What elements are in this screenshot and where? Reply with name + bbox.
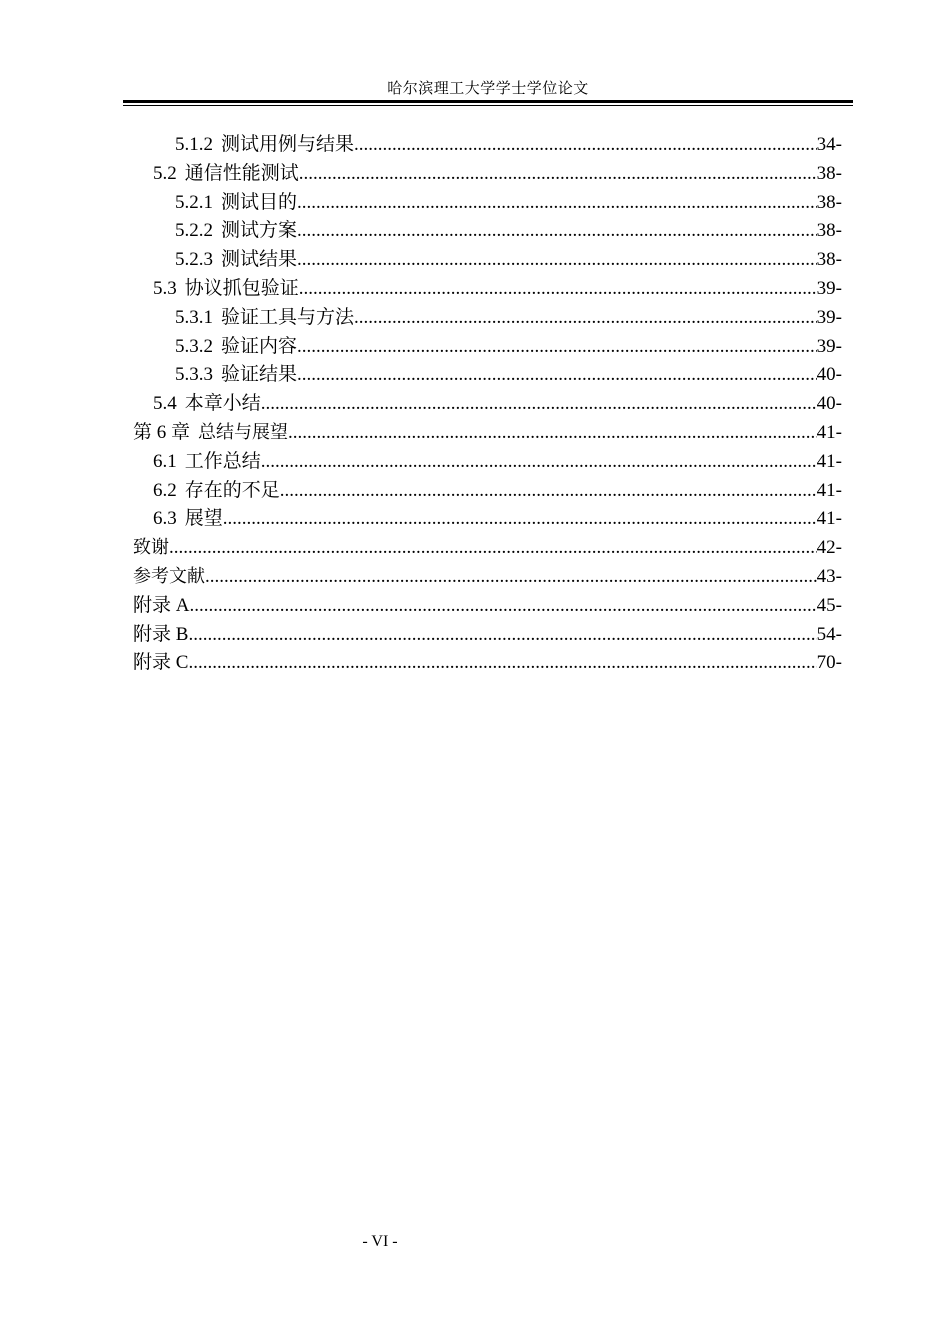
toc-entry[interactable] bbox=[133, 131, 842, 160]
toc-entry-title: 工作总结 bbox=[184, 450, 261, 472]
toc-leader-dots bbox=[288, 419, 817, 448]
toc-entry-number: 5.2.1 bbox=[175, 191, 213, 213]
toc-entry-appendix[interactable] bbox=[133, 621, 842, 650]
toc-leader-dots bbox=[261, 390, 817, 419]
toc-leader-dots bbox=[188, 649, 816, 678]
toc-entry[interactable] bbox=[133, 333, 842, 362]
toc-entry[interactable] bbox=[133, 390, 842, 419]
toc-leader-dots bbox=[297, 189, 817, 218]
toc-entry[interactable] bbox=[133, 189, 842, 218]
toc-entry-title: 总结与展望 bbox=[198, 421, 289, 443]
toc-entry-page: 41- bbox=[816, 508, 842, 530]
toc-entry-number: 5.3 bbox=[153, 277, 177, 299]
toc-leader-dots bbox=[280, 477, 817, 506]
toc-leader-dots bbox=[189, 592, 816, 621]
toc-entry-title: 测试结果 bbox=[221, 249, 298, 271]
toc-entry-page: 45- bbox=[816, 594, 842, 616]
toc-entry-page: 34- bbox=[816, 134, 842, 155]
toc-entry-title: 附录 A bbox=[133, 594, 190, 616]
table-of-contents bbox=[133, 131, 842, 678]
toc-entry-acknowledgements[interactable] bbox=[133, 534, 842, 563]
toc-entry[interactable] bbox=[133, 361, 842, 390]
toc-entry-page: 39- bbox=[816, 335, 842, 357]
toc-entry-title: 测试用例与结果 bbox=[221, 134, 355, 155]
toc-entry-number: 6.2 bbox=[153, 479, 177, 501]
toc-entry-page: 38- bbox=[816, 249, 842, 271]
toc-entry-number: 5.3.3 bbox=[175, 364, 213, 386]
toc-entry-title: 通信性能测试 bbox=[184, 162, 299, 184]
toc-leader-dots bbox=[188, 621, 816, 650]
toc-entry-appendix[interactable] bbox=[133, 649, 842, 678]
toc-entry-number: 5.3.2 bbox=[175, 335, 213, 357]
toc-entry-title: 验证结果 bbox=[221, 364, 298, 386]
toc-entry-title: 致谢 bbox=[133, 537, 169, 559]
toc-entry-title: 存在的不足 bbox=[184, 479, 280, 501]
toc-leader-dots bbox=[299, 275, 817, 304]
toc-leader-dots bbox=[205, 563, 817, 592]
toc-entry-number: 5.2.3 bbox=[175, 249, 213, 271]
toc-entry-appendix[interactable] bbox=[133, 592, 842, 621]
toc-entry-title: 测试目的 bbox=[221, 191, 298, 213]
toc-entry-page: 42- bbox=[816, 537, 842, 559]
toc-entry-title: 验证内容 bbox=[221, 335, 298, 357]
toc-entry-page: 38- bbox=[816, 220, 842, 242]
toc-entry-page: 54- bbox=[816, 623, 842, 645]
toc-entry-chapter[interactable] bbox=[133, 419, 842, 448]
toc-entry-page: 41- bbox=[816, 450, 842, 472]
toc-entry-number: 5.1.2 bbox=[175, 134, 213, 155]
toc-leader-dots bbox=[297, 246, 817, 275]
toc-leader-dots bbox=[354, 131, 817, 160]
toc-leader-dots bbox=[261, 448, 817, 477]
toc-entry-number: 第 6 章 bbox=[133, 421, 191, 443]
toc-entry-title: 本章小结 bbox=[184, 393, 261, 415]
toc-entry-title: 验证工具与方法 bbox=[221, 306, 355, 328]
toc-entry-page: 40- bbox=[816, 364, 842, 386]
toc-entry-number: 5.4 bbox=[153, 393, 177, 415]
toc-entry[interactable] bbox=[133, 477, 842, 506]
toc-entry-title: 协议抓包验证 bbox=[184, 277, 299, 299]
toc-entry[interactable] bbox=[133, 304, 842, 333]
toc-entry-page: 41- bbox=[816, 479, 842, 501]
toc-leader-dots bbox=[297, 217, 817, 246]
toc-entry[interactable] bbox=[133, 275, 842, 304]
toc-entry-page: 70- bbox=[816, 652, 842, 674]
toc-entry-title: 附录 C bbox=[133, 652, 189, 674]
toc-entry[interactable] bbox=[133, 246, 842, 275]
toc-entry-page: 43- bbox=[816, 565, 842, 587]
toc-entry-title: 附录 B bbox=[133, 623, 189, 645]
toc-entry-title: 展望 bbox=[184, 508, 223, 530]
header-rule-thin bbox=[123, 105, 853, 106]
toc-entry-number: 6.3 bbox=[153, 508, 177, 530]
toc-entry[interactable] bbox=[133, 448, 842, 477]
header-rule-thick bbox=[123, 100, 853, 103]
toc-entry-page: 41- bbox=[816, 421, 842, 443]
toc-entry-page: 38- bbox=[816, 191, 842, 213]
toc-leader-dots bbox=[354, 304, 817, 333]
toc-entry[interactable] bbox=[133, 217, 842, 246]
toc-entry[interactable] bbox=[133, 160, 842, 189]
toc-entry-number: 6.1 bbox=[153, 450, 177, 472]
toc-entry-page: 38- bbox=[816, 162, 842, 184]
toc-leader-dots bbox=[297, 361, 817, 390]
page-number: - VI - bbox=[362, 1233, 398, 1250]
toc-entry-references[interactable] bbox=[133, 563, 842, 592]
toc-leader-dots bbox=[169, 534, 817, 563]
toc-leader-dots bbox=[299, 160, 817, 189]
toc-entry-page: 39- bbox=[816, 306, 842, 328]
toc-entry-number: 5.2.2 bbox=[175, 220, 213, 242]
toc-entry-page: 39- bbox=[816, 277, 842, 299]
toc-entry-page: 40- bbox=[816, 393, 842, 415]
page-header-title: 哈尔滨理工大学学士学位论文 bbox=[387, 81, 589, 97]
toc-entry-title: 参考文献 bbox=[133, 565, 205, 587]
toc-entry-number: 5.3.1 bbox=[175, 306, 213, 328]
toc-entry-title: 测试方案 bbox=[221, 220, 298, 242]
toc-entry-number: 5.2 bbox=[153, 162, 177, 184]
toc-leader-dots bbox=[297, 333, 817, 362]
toc-leader-dots bbox=[223, 505, 817, 534]
toc-entry[interactable] bbox=[133, 505, 842, 534]
